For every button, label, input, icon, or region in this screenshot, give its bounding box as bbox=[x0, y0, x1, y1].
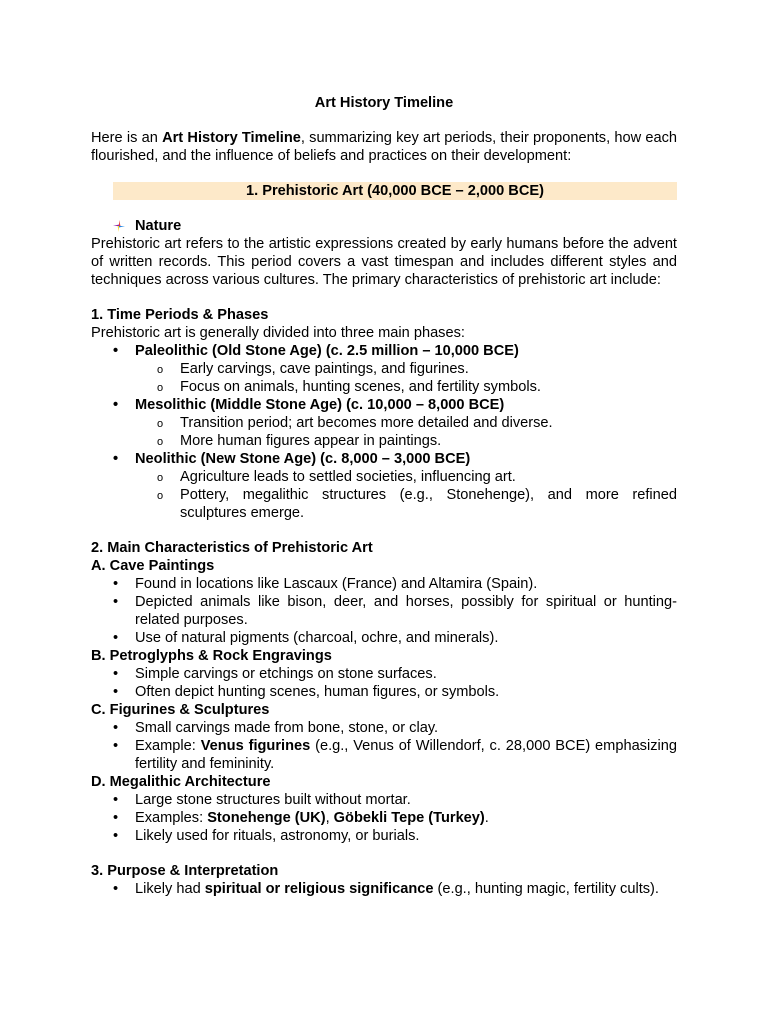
list-item bbox=[91, 432, 677, 450]
megalithic-heading: D. Megalithic Architecture bbox=[91, 774, 271, 790]
list-item-text: Large stone structures built without mortar. bbox=[135, 792, 411, 808]
phase-title: Mesolithic (Middle Stone Age) (c. 10,000 – 8,000 BCE) bbox=[135, 397, 505, 413]
list-item bbox=[91, 880, 677, 898]
phase-detail: Focus on animals, hunting scenes, and fertility symbols. bbox=[180, 379, 541, 395]
nature-label: Nature bbox=[135, 218, 182, 234]
list-item-text: . bbox=[484, 810, 489, 826]
list-item-text: Likely used for rituals, astronomy, or burials. bbox=[135, 828, 420, 844]
intro-text-post: , summarizing key art periods, their proponents, how each flourished, and the influence of beliefs and practices on their development: bbox=[91, 130, 677, 164]
list-item-bold: spiritual or religious significance bbox=[204, 881, 434, 897]
figurines-list bbox=[91, 719, 677, 773]
list-item-text: Found in locations like Lascaux (France) and Altamira (Spain). bbox=[135, 576, 538, 592]
phase-detail: Agriculture leads to settled societies, influencing art. bbox=[180, 469, 516, 485]
list-item bbox=[91, 342, 677, 360]
list-item-text: Example: bbox=[135, 738, 201, 754]
cave-paintings-list bbox=[91, 575, 677, 647]
time-periods-lead: Prehistoric art is generally divided into three main phases: bbox=[91, 325, 465, 341]
list-item-text: Small carvings made from bone, stone, or clay. bbox=[135, 720, 439, 736]
list-item bbox=[91, 593, 677, 629]
nature-heading bbox=[91, 217, 677, 235]
list-item bbox=[91, 791, 677, 809]
bullet-icon: • bbox=[113, 666, 119, 682]
list-item-text: (e.g., hunting magic, fertility cults). bbox=[433, 881, 659, 897]
list-item-bold: Stonehenge (UK) bbox=[207, 810, 326, 826]
purpose-heading: 3. Purpose & Interpretation bbox=[91, 863, 279, 879]
cave-paintings-heading: A. Cave Paintings bbox=[91, 558, 215, 574]
list-item-bold: Göbekli Tepe (Turkey) bbox=[333, 810, 485, 826]
list-item-text: Use of natural pigments (charcoal, ochre, and minerals). bbox=[135, 630, 499, 646]
document-title: Art History Timeline bbox=[314, 95, 454, 111]
bullet-icon: • bbox=[113, 451, 119, 467]
bullet-icon: • bbox=[113, 720, 119, 736]
bullet-icon: • bbox=[113, 684, 119, 700]
phase-title: Paleolithic (Old Stone Age) (c. 2.5 million – 10,000 BCE) bbox=[135, 343, 519, 359]
bullet-icon: • bbox=[113, 881, 119, 897]
list-item-text: Examples: bbox=[135, 810, 208, 826]
purpose-list bbox=[91, 880, 677, 898]
list-item-text: Often depict hunting scenes, human figures, or symbols. bbox=[135, 684, 500, 700]
time-periods-heading: 1. Time Periods & Phases bbox=[91, 307, 269, 323]
list-item bbox=[91, 737, 677, 773]
phase-detail: Pottery, megalithic structures (e.g., Stonehenge), and more refined sculptures emerge. bbox=[180, 487, 677, 521]
phase-detail: Early carvings, cave paintings, and figurines. bbox=[180, 361, 469, 377]
list-item bbox=[91, 486, 677, 522]
nature-paragraph: Prehistoric art refers to the artistic expressions created by early humans before the advent of written records. This period covers a vast timespan and includes different styles and techniques across various cultures. The primary characteristics of prehistoric art include: bbox=[91, 236, 677, 288]
document-page bbox=[91, 94, 677, 898]
phase-title: Neolithic (New Stone Age) (c. 8,000 – 3,000 BCE) bbox=[135, 451, 471, 467]
list-item-text: , bbox=[325, 810, 334, 826]
bullet-icon: • bbox=[113, 738, 119, 754]
circle-bullet-icon: o bbox=[157, 382, 164, 394]
list-item bbox=[91, 827, 677, 845]
list-item bbox=[91, 575, 677, 593]
bullet-icon: • bbox=[113, 810, 119, 826]
list-item bbox=[91, 629, 677, 647]
list-item-text: (e.g., Venus of Willendorf, c. 28,000 BCE) emphasizing fertility and femininity. bbox=[135, 738, 677, 772]
bullet-icon: • bbox=[113, 343, 119, 359]
intro-text-bold: Art History Timeline bbox=[162, 130, 301, 146]
list-item-text: Likely had bbox=[135, 881, 205, 897]
bullet-icon: • bbox=[113, 792, 119, 808]
list-item bbox=[91, 396, 677, 414]
circle-bullet-icon: o bbox=[157, 436, 164, 448]
section-heading-prehistoric: 1. Prehistoric Art (40,000 BCE – 2,000 BCE) bbox=[113, 182, 677, 200]
list-item bbox=[91, 378, 677, 396]
list-item-bold: Venus figurines bbox=[200, 738, 311, 754]
petroglyphs-list bbox=[91, 665, 677, 701]
phases-list bbox=[91, 342, 677, 522]
petroglyphs-heading: B. Petroglyphs & Rock Engravings bbox=[91, 648, 332, 664]
list-item-text: Simple carvings or etchings on stone surfaces. bbox=[135, 666, 437, 682]
bullet-icon: • bbox=[113, 397, 119, 413]
bullet-icon: • bbox=[113, 828, 119, 844]
list-item bbox=[91, 468, 677, 486]
list-item bbox=[91, 450, 677, 468]
circle-bullet-icon: o bbox=[157, 364, 164, 376]
circle-bullet-icon: o bbox=[157, 472, 164, 484]
list-item bbox=[91, 809, 677, 827]
circle-bullet-icon: o bbox=[157, 490, 164, 502]
intro-paragraph bbox=[91, 129, 677, 165]
list-item bbox=[91, 719, 677, 737]
bullet-icon: • bbox=[113, 576, 119, 592]
intro-text-pre: Here is an bbox=[91, 130, 163, 146]
list-item bbox=[91, 665, 677, 683]
diamond-bullet-icon bbox=[113, 220, 125, 232]
bullet-icon: • bbox=[113, 594, 119, 610]
figurines-heading: C. Figurines & Sculptures bbox=[91, 702, 270, 718]
phase-detail: More human figures appear in paintings. bbox=[180, 433, 442, 449]
list-item bbox=[91, 683, 677, 701]
list-item bbox=[91, 414, 677, 432]
list-item-text: Depicted animals like bison, deer, and horses, possibly for spiritual or hunting-related purposes. bbox=[135, 594, 677, 628]
phase-detail: Transition period; art becomes more detailed and diverse. bbox=[180, 415, 553, 431]
list-item bbox=[91, 360, 677, 378]
characteristics-heading: 2. Main Characteristics of Prehistoric Art bbox=[91, 540, 373, 556]
circle-bullet-icon: o bbox=[157, 418, 164, 430]
bullet-icon: • bbox=[113, 630, 119, 646]
megalithic-list bbox=[91, 791, 677, 845]
